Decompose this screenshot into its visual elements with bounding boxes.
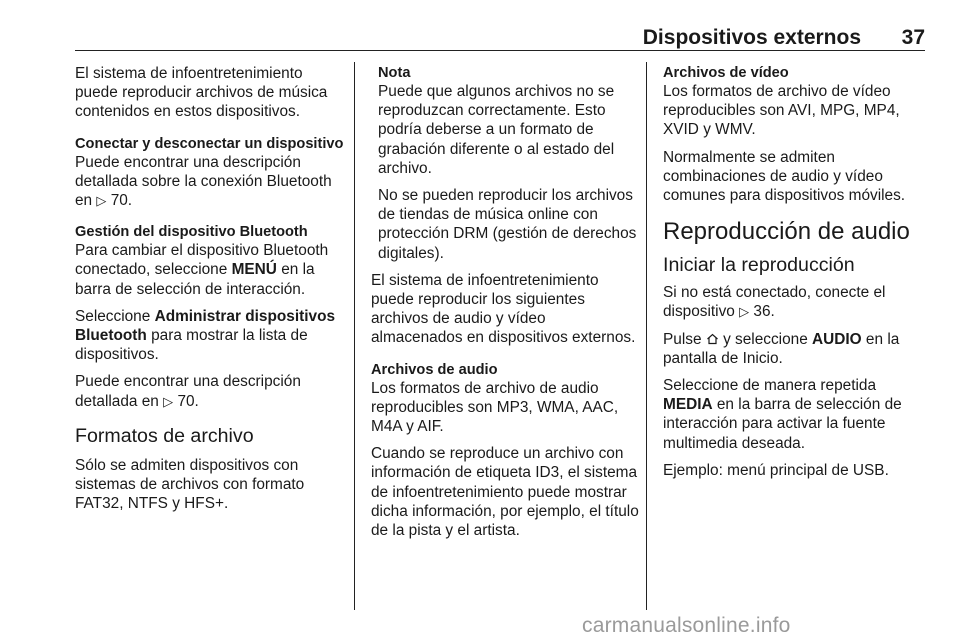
intro-paragraph: El sistema de infoentretenimiento puede reproducir archivos de música contenidos en estos dispositivos. bbox=[75, 65, 328, 121]
page-reference-icon: ▷ bbox=[163, 393, 174, 409]
formats-heading: Formatos de archivo bbox=[75, 424, 254, 447]
combo-paragraph: Normalmente se admiten combinaciones de audio y vídeo comunes para dispositivos móviles. bbox=[663, 148, 906, 205]
note-box bbox=[371, 64, 639, 263]
video-files-heading: Archivos de vídeo bbox=[663, 65, 789, 81]
select-paragraph: Seleccione Administrar dispositivos Bluetooth para mostrar la lista de dispositivos. bbox=[75, 307, 336, 364]
home-icon bbox=[706, 333, 719, 345]
page-reference-icon: ▷ bbox=[739, 304, 750, 320]
detail-paragraph: Puede encontrar una descripción detallada en ▷ 70. bbox=[75, 373, 301, 410]
manage-heading: Gestión del dispositivo Bluetooth bbox=[75, 224, 308, 241]
note-paragraph-2: No se pueden reproducir los archivos de tiendas de música online con protección DRM (gestión de derechos digitales). bbox=[378, 187, 637, 262]
page-reference-icon: ▷ bbox=[96, 193, 107, 209]
connect-device-paragraph: Si no está conectado, conecte el dispositivo ▷ 36. bbox=[663, 284, 886, 321]
header-rule bbox=[75, 50, 925, 51]
formats-paragraph: Sólo se admiten dispositivos con sistemas de archivos con formato FAT32, NTFS y HFS+. bbox=[75, 456, 305, 513]
note-title: Nota bbox=[378, 65, 411, 81]
repeat-paragraph: Seleccione de manera repetida MEDIA en la barra de selección de interacción para activar la fuente multimedia deseada. bbox=[663, 377, 902, 452]
page-title: Dispositivos externos bbox=[642, 26, 861, 49]
connect-heading: Conectar y desconectar un dispositivo bbox=[75, 135, 344, 152]
manage-paragraph: Para cambiar el dispositivo Bluetooth conectado, seleccione MENÚ en la barra de selección de interacción. bbox=[75, 242, 329, 298]
example-paragraph: Ejemplo: menú principal de USB. bbox=[663, 461, 889, 479]
column-2 bbox=[371, 64, 639, 548]
column-1 bbox=[75, 64, 347, 521]
connect-paragraph: Puede encontrar una descripción detallada sobre la conexión Bluetooth en ▷ 70. bbox=[75, 153, 332, 210]
video-files-paragraph: Los formatos de archivo de vídeo reproducibles son AVI, MPG, MP4, XVID y WMV. bbox=[663, 83, 900, 139]
system-paragraph: El sistema de infoentretenimiento puede reproducir los siguientes archivos de audio y vídeo almacenados en dispositivos externos. bbox=[371, 271, 636, 347]
audio-files-heading: Archivos de audio bbox=[371, 361, 498, 378]
page-number: 37 bbox=[901, 26, 925, 49]
audio-files-paragraph: Los formatos de archivo de audio reproducibles son MP3, WMA, AAC, M4A y AIF. bbox=[371, 379, 619, 436]
watermark: carmanualsonline.info bbox=[582, 614, 791, 637]
column-3 bbox=[663, 64, 925, 488]
column-divider-1 bbox=[354, 62, 355, 610]
note-paragraph-1: Puede que algunos archivos no se reproduzcan correctamente. Esto podría deberse a un formato de grabación diferente o al estado del archivo. bbox=[378, 83, 615, 177]
press-paragraph: Pulse y seleccione AUDIO en la pantalla de Inicio. bbox=[663, 330, 900, 367]
id3-paragraph: Cuando se reproduce un archivo con información de etiqueta ID3, el sistema de infoentretenimiento puede mostrar dicha información, por ejemplo, el título de la pista y el artista. bbox=[371, 445, 639, 540]
column-divider-2 bbox=[646, 62, 647, 610]
audio-playback-heading: Reproducción de audio bbox=[663, 218, 910, 246]
page-header bbox=[75, 26, 925, 52]
start-playback-heading: Iniciar la reproducción bbox=[663, 254, 855, 277]
